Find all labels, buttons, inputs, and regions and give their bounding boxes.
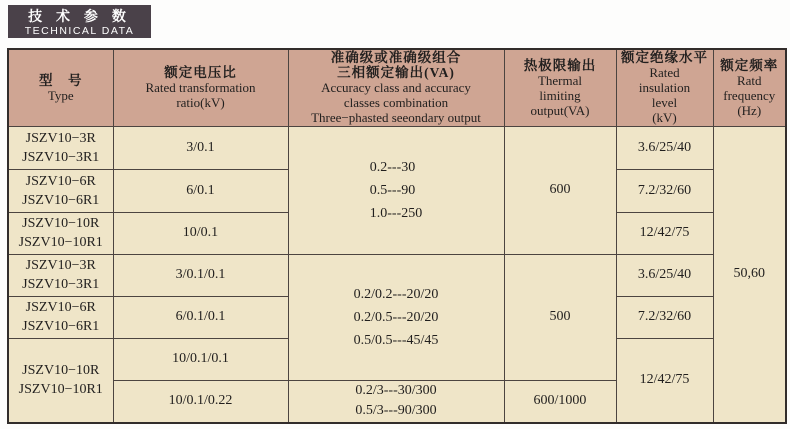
section-title-en: TECHNICAL DATA [24, 25, 135, 37]
accuracy-cell [288, 254, 504, 380]
col-header-ratio-en1: Rated transformation [145, 80, 256, 96]
col-header-accuracy-en2: classes combination [343, 95, 449, 111]
type-cell [8, 338, 113, 423]
technical-data-table [7, 48, 787, 424]
col-header-type [8, 49, 113, 126]
col-header-thermal-en3: output(VA) [530, 102, 590, 118]
type-line: JSZV10−3R [25, 130, 96, 146]
col-header-type-zh: 型 号 [39, 72, 83, 88]
accuracy-line: 0.5/3---90/300 [355, 403, 437, 419]
type-line: JSZV10−10R [22, 363, 100, 379]
col-header-thermal-en1: Thermal [537, 72, 583, 88]
section-title-zh: 技 术 参 数 [28, 8, 131, 24]
col-header-ratio-zh: 额定电压比 [164, 65, 237, 81]
accuracy-cell [288, 126, 504, 254]
accuracy-group [354, 283, 439, 352]
col-header-thermal-zh: 热极限输出 [523, 57, 597, 73]
ratio-cell: 10/0.1/0.22 [113, 380, 288, 423]
col-header-accuracy-zh2: 三相额定输出(VA) [337, 65, 455, 81]
type-line: JSZV10−6R [25, 173, 96, 189]
ratio-cell: 3/0.1 [113, 126, 288, 169]
frequency-cell: 50,60 [713, 126, 786, 423]
type-cell [8, 126, 113, 169]
ratio-cell: 10/0.1/0.1 [113, 338, 288, 380]
type-cell [8, 212, 113, 254]
col-header-insulation-en4: (kV) [652, 110, 677, 126]
thermal-cell: 600/1000 [504, 380, 616, 423]
accuracy-line: 1.0---250 [369, 205, 423, 221]
table-row [8, 126, 786, 169]
col-header-accuracy-en1: Accuracy class and accuracy [321, 80, 471, 96]
col-header-thermal [504, 49, 616, 126]
accuracy-line: 0.2---30 [369, 159, 416, 175]
thermal-cell: 500 [504, 254, 616, 380]
col-header-frequency-en2: frequency [723, 87, 776, 103]
col-header-insulation [616, 49, 713, 126]
table-row [8, 254, 786, 296]
col-header-insulation-en1: Rated [649, 65, 680, 81]
insulation-cell: 12/42/75 [616, 338, 713, 423]
col-header-accuracy-en3: Three−phasted seeondary output [311, 110, 481, 126]
type-line: JSZV10−3R1 [22, 277, 100, 292]
type-cell [8, 254, 113, 296]
insulation-cell: 7.2/32/60 [616, 296, 713, 338]
accuracy-cell [288, 380, 504, 423]
insulation-cell: 7.2/32/60 [616, 169, 713, 212]
col-header-type-en: Type [47, 87, 74, 103]
ratio-cell: 6/0.1 [113, 169, 288, 212]
col-header-thermal-en2: limiting [539, 87, 581, 103]
accuracy-group [355, 381, 436, 421]
col-header-ratio-en2: ratio(kV) [176, 95, 225, 111]
type-line: JSZV10−3R1 [22, 149, 100, 165]
insulation-cell: 3.6/25/40 [616, 254, 713, 296]
accuracy-line: 0.5---90 [369, 182, 416, 198]
col-header-frequency-zh: 额定频率 [720, 57, 779, 73]
section-header-badge [8, 5, 151, 38]
thermal-cell: 600 [504, 126, 616, 254]
type-line: JSZV10−3R [25, 258, 96, 273]
type-line: JSZV10−10R1 [18, 382, 103, 398]
type-line: JSZV10−6R [25, 300, 96, 315]
col-header-ratio [113, 49, 288, 126]
ratio-cell: 10/0.1 [113, 212, 288, 254]
type-line: JSZV10−6R1 [22, 319, 100, 334]
type-cell [8, 169, 113, 212]
accuracy-line: 0.2/0.2---20/20 [353, 286, 439, 302]
col-header-accuracy-zh1: 准确级或准确级组合 [330, 50, 462, 66]
col-header-frequency-en1: Ratd [736, 72, 762, 88]
accuracy-line: 0.2/3---30/300 [355, 383, 437, 399]
type-line: JSZV10−10R1 [18, 235, 103, 250]
table-header-row [8, 49, 786, 126]
col-header-accuracy [288, 49, 504, 126]
insulation-cell: 3.6/25/40 [616, 126, 713, 169]
type-cell [8, 296, 113, 338]
col-header-insulation-zh: 额定绝缘水平 [621, 50, 708, 66]
type-line: JSZV10−10R [22, 216, 100, 231]
ratio-cell: 3/0.1/0.1 [113, 254, 288, 296]
col-header-insulation-en3: level [651, 95, 678, 111]
accuracy-line: 0.5/0.5---45/45 [353, 332, 439, 348]
ratio-cell: 6/0.1/0.1 [113, 296, 288, 338]
insulation-cell: 12/42/75 [616, 212, 713, 254]
accuracy-group [370, 156, 423, 225]
col-header-frequency-en3: (Hz) [737, 102, 762, 118]
accuracy-line: 0.2/0.5---20/20 [353, 309, 439, 325]
col-header-insulation-en2: insulation [638, 80, 691, 96]
col-header-frequency [713, 49, 786, 126]
type-line: JSZV10−6R1 [22, 192, 100, 208]
